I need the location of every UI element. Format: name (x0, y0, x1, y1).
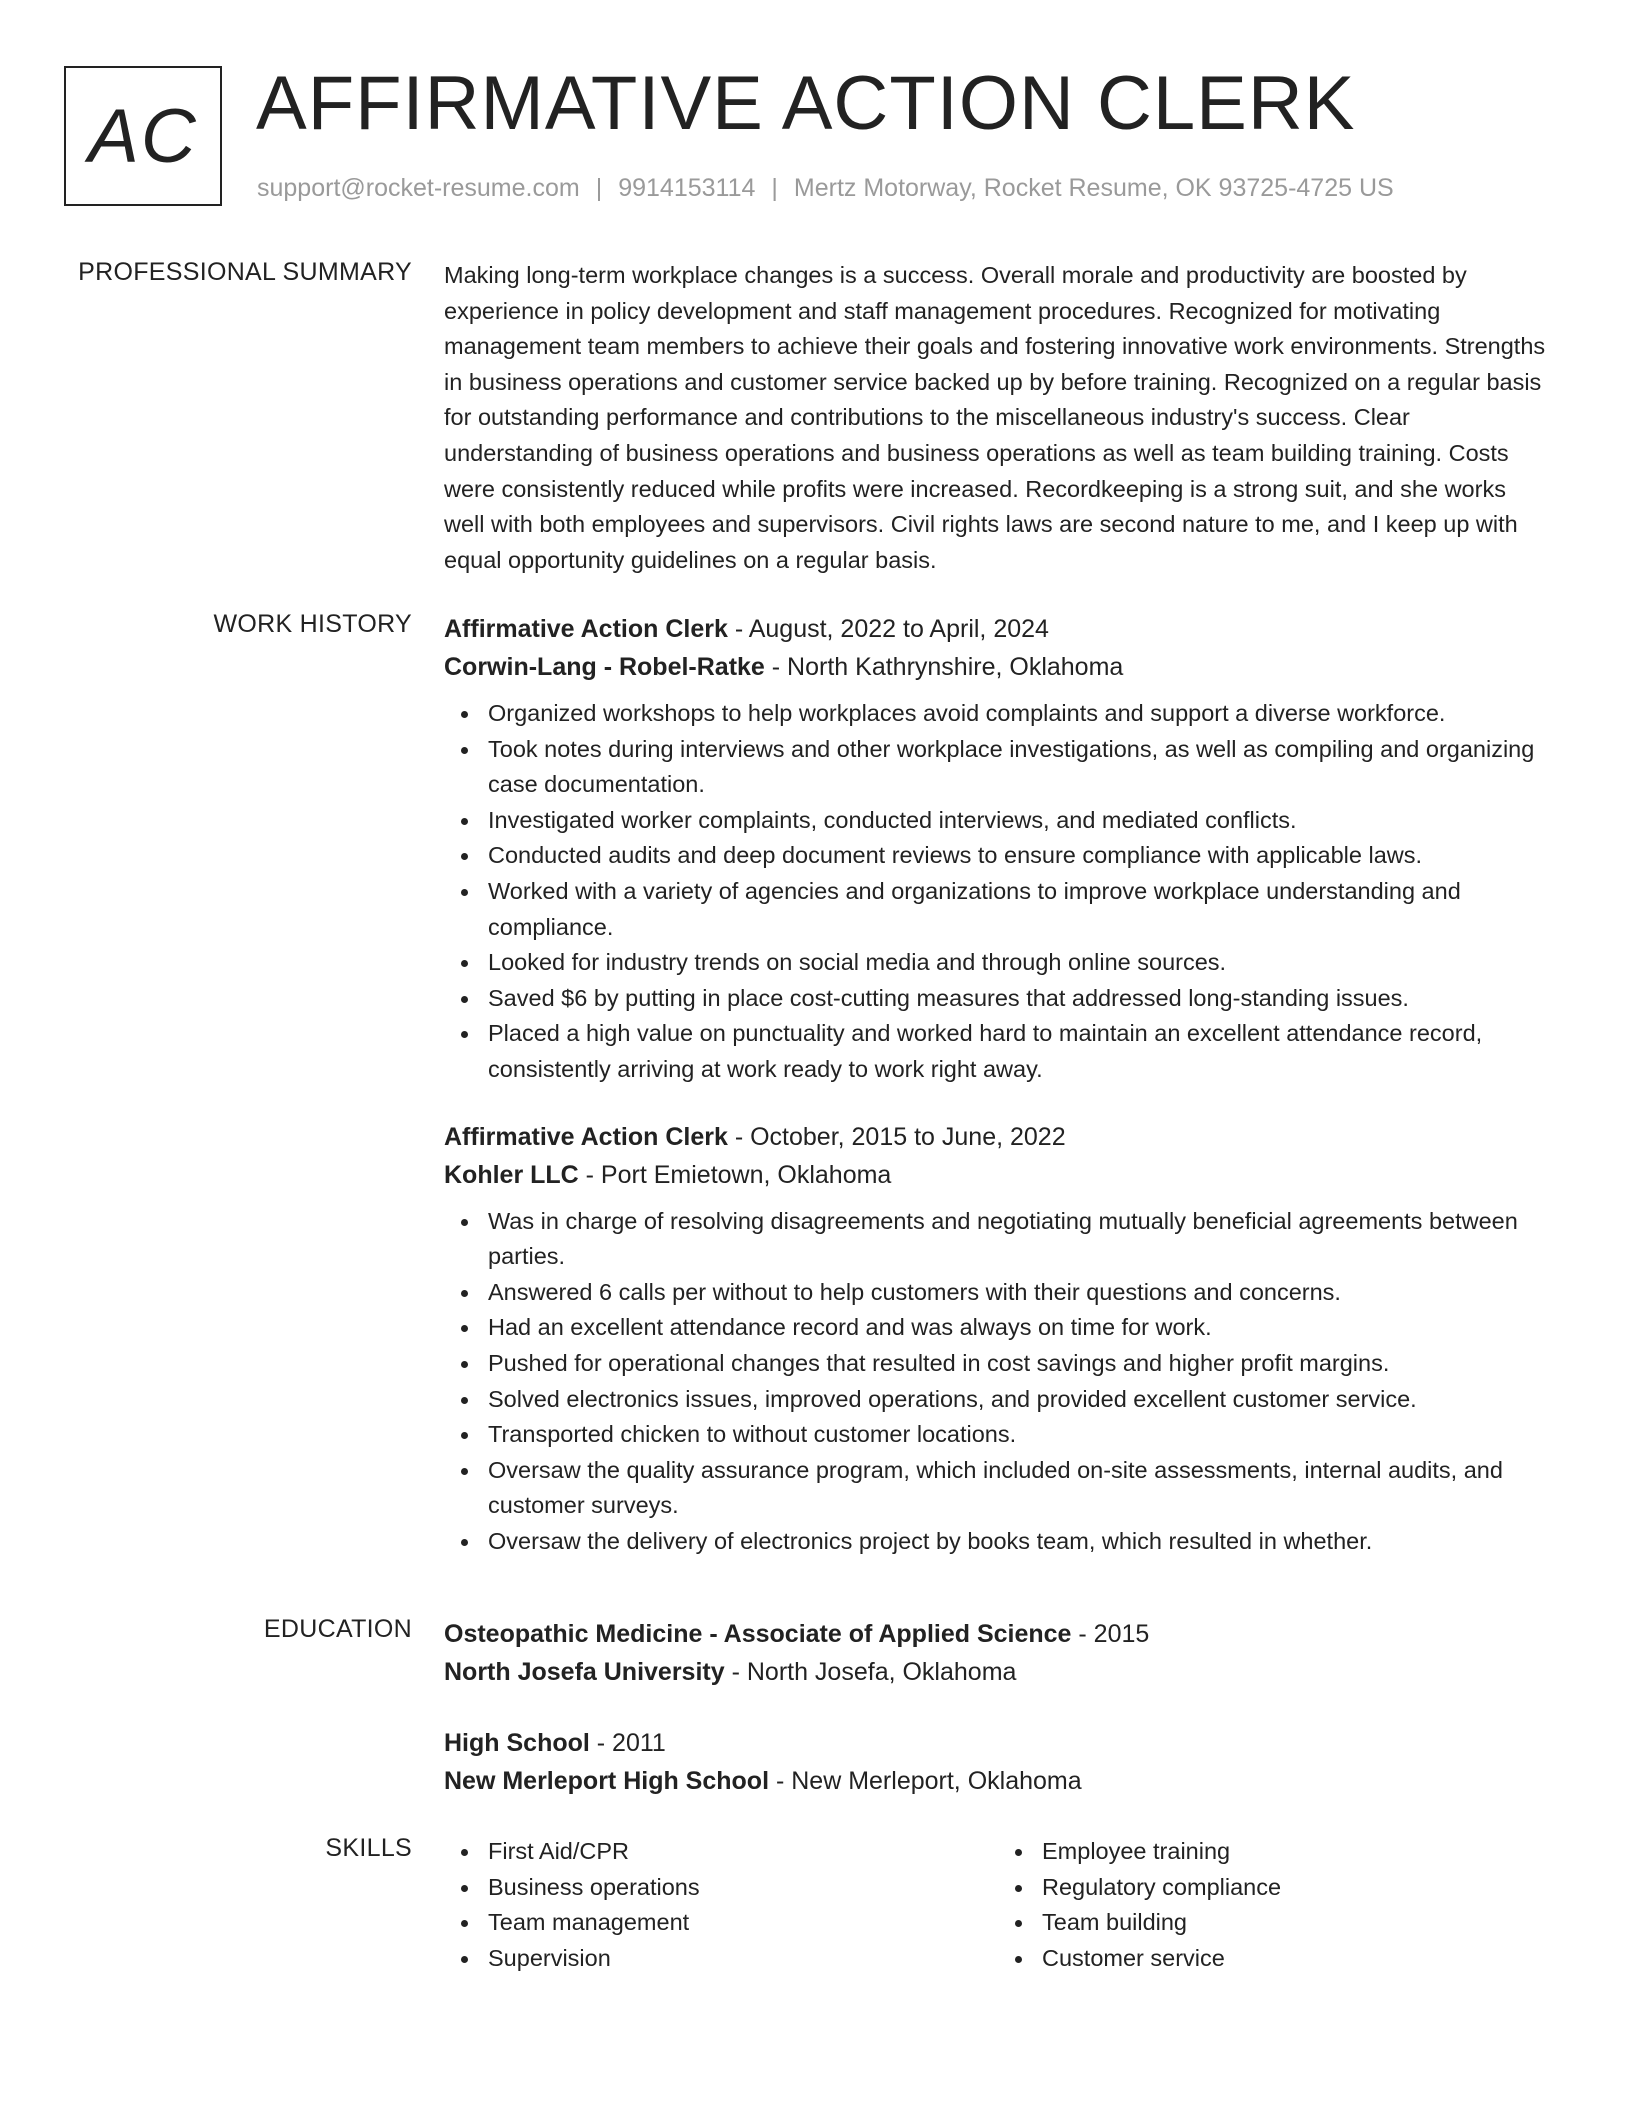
job-entry (444, 1118, 1552, 1560)
job-bullet: Investigated worker complaints, conducted interviews, and mediated conflicts. (488, 803, 1552, 839)
section-label-education: EDUCATION (263, 1615, 412, 1643)
skill-item: Supervision (488, 1941, 998, 1977)
job-dates: - August, 2022 to April, 2024 (727, 615, 1049, 643)
education-entry (444, 1724, 1552, 1800)
job-bullet: Oversaw the delivery of electronics project by books team, which resulted in whether. (488, 1524, 1552, 1560)
education-location: - North Josefa, Oklahoma (724, 1658, 1017, 1686)
job-entry (444, 610, 1552, 1088)
contact-address: Mertz Motorway, Rocket Resume, OK 93725-4725 US (793, 174, 1394, 202)
contact-line (257, 174, 1394, 203)
job-title: Affirmative Action Clerk (444, 615, 728, 643)
candidate-name: AFFIRMATIVE ACTION CLERK (256, 61, 1356, 146)
section-label-skills: SKILLS (325, 1834, 412, 1862)
summary-body (444, 258, 1552, 578)
skill-item: Regulatory compliance (1042, 1870, 1552, 1906)
monogram-box (64, 66, 222, 206)
skill-item: Customer service (1042, 1941, 1552, 1977)
job-bullet: Transported chicken to without customer locations. (488, 1417, 1552, 1453)
education-school-line (444, 1653, 1552, 1691)
work-history-body (444, 610, 1552, 1559)
job-bullets (444, 696, 1552, 1088)
job-bullet: Answered 6 calls per without to help customers with their questions and concerns. (488, 1275, 1552, 1311)
skill-item: First Aid/CPR (488, 1834, 998, 1870)
job-bullet: Organized workshops to help workplaces avoid complaints and support a diverse workforce. (488, 696, 1552, 732)
contact-phone[interactable]: 9914153114 (618, 174, 756, 202)
education-location: - New Merleport, Oklahoma (769, 1767, 1082, 1795)
education-year: - 2011 (589, 1729, 666, 1757)
education-school: New Merleport High School (444, 1767, 770, 1795)
education-degree-line (444, 1724, 1552, 1762)
job-bullet: Worked with a variety of agencies and organizations to improve workplace understanding and compliance. (488, 874, 1552, 945)
contact-email[interactable]: support@rocket-resume.com (257, 174, 580, 202)
job-location: - North Kathrynshire, Oklahoma (764, 653, 1124, 681)
job-bullet: Looked for industry trends on social media and through online sources. (488, 945, 1552, 981)
section-label-summary: PROFESSIONAL SUMMARY (78, 258, 412, 286)
contact-separator: | (595, 174, 603, 202)
job-bullet: Placed a high value on punctuality and worked hard to maintain an excellent attendance record, consistently arriving at work ready to work right away. (488, 1016, 1552, 1087)
job-location: - Port Emietown, Oklahoma (578, 1160, 892, 1189)
education-school-line (444, 1762, 1552, 1800)
skill-item: Business operations (488, 1870, 998, 1906)
skill-item: Employee training (1042, 1834, 1552, 1870)
job-bullet: Solved electronics issues, improved operations, and provided excellent customer service. (488, 1382, 1552, 1418)
job-company-line (444, 648, 1552, 686)
skill-item: Team building (1042, 1905, 1552, 1941)
job-bullet: Conducted audits and deep document reviews to ensure compliance with applicable laws. (488, 838, 1552, 874)
education-body (444, 1615, 1552, 1800)
job-dates: - October, 2015 to June, 2022 (727, 1122, 1066, 1151)
job-bullet: Was in charge of resolving disagreements and negotiating mutually beneficial agreements between parties. (488, 1204, 1552, 1275)
skills-column-right (998, 1834, 1552, 1976)
skills-body (444, 1834, 1552, 1976)
job-bullet: Saved $6 by putting in place cost-cutting measures that addressed long-standing issues. (488, 981, 1552, 1017)
contact-separator: | (771, 174, 778, 202)
job-bullet: Took notes during interviews and other workplace investigations, as well as compiling and organizing case documentation. (488, 732, 1552, 803)
job-bullets (444, 1204, 1552, 1560)
education-school: North Josefa University (444, 1658, 725, 1686)
job-bullet: Oversaw the quality assurance program, which included on-site assessments, internal audits, and customer surveys. (488, 1453, 1552, 1524)
education-year: - 2015 (1071, 1620, 1150, 1648)
summary-text: Making long-term workplace changes is a success. Overall morale and productivity are boosted by experience in policy development and staff management procedures. Recognized for motivating management team members to achieve their goals and fostering innovative work environments. Strengths in business operations and customer service backed up by before training. Recognized on a regular basis for outstanding performance and contributions to the miscellaneous industry's success. Clear understanding of business operations and business operations as well as team building training. Costs were consistently reduced while profits were increased. Recordkeeping is a strong suit, and she works well with both employees and supervisors. Civil rights laws are second nature to me, and I keep up with equal opportunity guidelines on a regular basis. (444, 262, 1546, 573)
skills-grid (444, 1834, 1552, 1976)
job-company: Kohler LLC (444, 1160, 579, 1189)
job-company-line (444, 1156, 1552, 1194)
education-degree-line (444, 1615, 1552, 1653)
section-label-work-history: WORK HISTORY (213, 610, 412, 638)
education-degree: High School (444, 1729, 590, 1757)
job-bullet: Had an excellent attendance record and was always on time for work. (488, 1310, 1552, 1346)
job-company: Corwin-Lang - Robel-Ratke (444, 653, 765, 681)
skill-item: Team management (488, 1905, 998, 1941)
education-entry (444, 1615, 1552, 1691)
job-bullet: Pushed for operational changes that resulted in cost savings and higher profit margins. (488, 1346, 1552, 1382)
monogram-initials: AC (88, 93, 198, 179)
job-title-line (444, 610, 1552, 648)
job-title: Affirmative Action Clerk (444, 1122, 728, 1151)
job-title-line (444, 1118, 1552, 1156)
skills-column-left (444, 1834, 998, 1976)
education-degree: Osteopathic Medicine - Associate of Applied Science (444, 1620, 1072, 1648)
